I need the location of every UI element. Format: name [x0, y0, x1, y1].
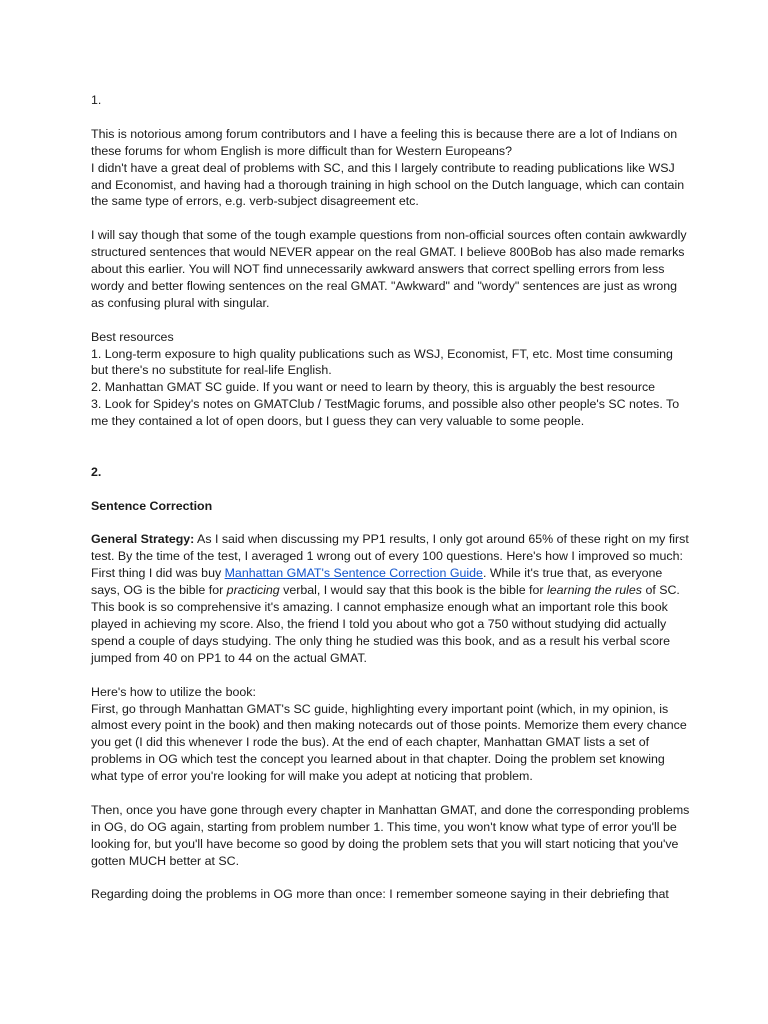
howto-heading: Here's how to utilize the book: [91, 684, 256, 699]
howto-paragraph: First, go through Manhattan GMAT's SC guide, highlighting every important point (which, in my opinion, is almost every point in the book) and then making notecards out of those points. Memorize them every chance you get (I did this whenever I rode the bus). At the end of each chapter, Manhattan GMAT lists a set of problems in OG which test the concept you learned about in that chapter. Doing the problem set knowing what type of error you're looking for will make you adept at noticing that problem. [91, 701, 687, 784]
first-thing-text-mid1: . While it's true that, as everyone says, OG is the bible for [91, 566, 663, 598]
manhattan-gmat-sc-guide-link[interactable]: Manhattan GMAT's Sentence Correction Guide [224, 566, 483, 581]
general-strategy-label: General Strategy: [91, 532, 195, 547]
resource-item-3: 3. Look for Spidey's notes on GMATClub / TestMagic forums, and possible also other people's SC notes. To me they contained a lot of open doors, but I guess they can very valuable to some people. [91, 397, 680, 429]
section-1-paragraph-1b: I didn't have a great deal of problems with SC, and this I largely contribute to reading publications like WSJ and Economist, and having had a thorough training in high school on the Dutch language, which can contain the same type of errors, e.g. verb-subject disagreement etc. [91, 160, 685, 209]
then-paragraph: Then, once you have gone through every chapter in Manhattan GMAT, and done the corresponding problems in OG, do OG again, starting from problem number 1. This time, you won't know what type of error you'll be looking for, but you'll have become so good by doing the problem sets that you will start noticing that you've gotten MUCH better at SC. [91, 802, 690, 868]
first-thing-paragraph [91, 565, 691, 666]
resources-heading: Best resources [91, 329, 174, 344]
resource-item-2: 2. Manhattan GMAT SC guide. If you want or need to learn by theory, this is arguably the best resource [91, 380, 656, 395]
first-thing-text-start: First thing I did was buy [91, 566, 225, 581]
section-2-number: 2. [91, 464, 102, 479]
section-1-paragraph-2: I will say though that some of the tough example questions from non-official sources often contain awkwardly structured sentences that would NEVER appear on the real GMAT. I believe 800Bob has also made remarks about this earlier. You will NOT find unnecessarily awkward answers that correct spelling errors from less wordy and better flowing sentences on the real GMAT. "Awkward" and "wordy" sentences are just as wrong as confusing plural with singular. [91, 228, 687, 310]
general-strategy-text: As I said when discussing my PP1 results, I only got around 65% of these right on my first test. By the time of the test, I averaged 1 wrong out of every 100 questions. Here's how I improved so much: [91, 532, 689, 564]
first-thing-text-mid2: verbal, I would say that this book is the bible for [279, 583, 547, 598]
learning-the-rules-emphasis: learning the rules [546, 583, 642, 598]
regarding-paragraph: Regarding doing the problems in OG more than once: I remember someone saying in their debriefing that [91, 887, 669, 902]
practicing-emphasis: practicing [226, 583, 280, 598]
section-2-heading: Sentence Correction [91, 498, 213, 513]
section-1-paragraph-1a: This is notorious among forum contributors and I have a feeling this is because there are a lot of Indians on these forums for whom English is more difficult than for Western Europeans? [91, 126, 678, 158]
resource-item-1: 1. Long-term exposure to high quality publications such as WSJ, Economist, FT, etc. Most time consuming but there's no substitute for real-life English. [91, 346, 673, 378]
general-strategy-paragraph [91, 531, 691, 565]
document-page [91, 92, 691, 903]
section-1-number: 1. [91, 93, 102, 107]
first-thing-text-end: of SC. This book is so comprehensive it's amazing. I cannot emphasize enough what an important role this book played in achieving my score. Also, the friend I told you about who got a 750 without studying did actually spend a couple of days studying. The only thing he studied was this book, and as a result his verbal score jumped from 40 on PP1 to 44 on the actual GMAT. [91, 583, 680, 665]
